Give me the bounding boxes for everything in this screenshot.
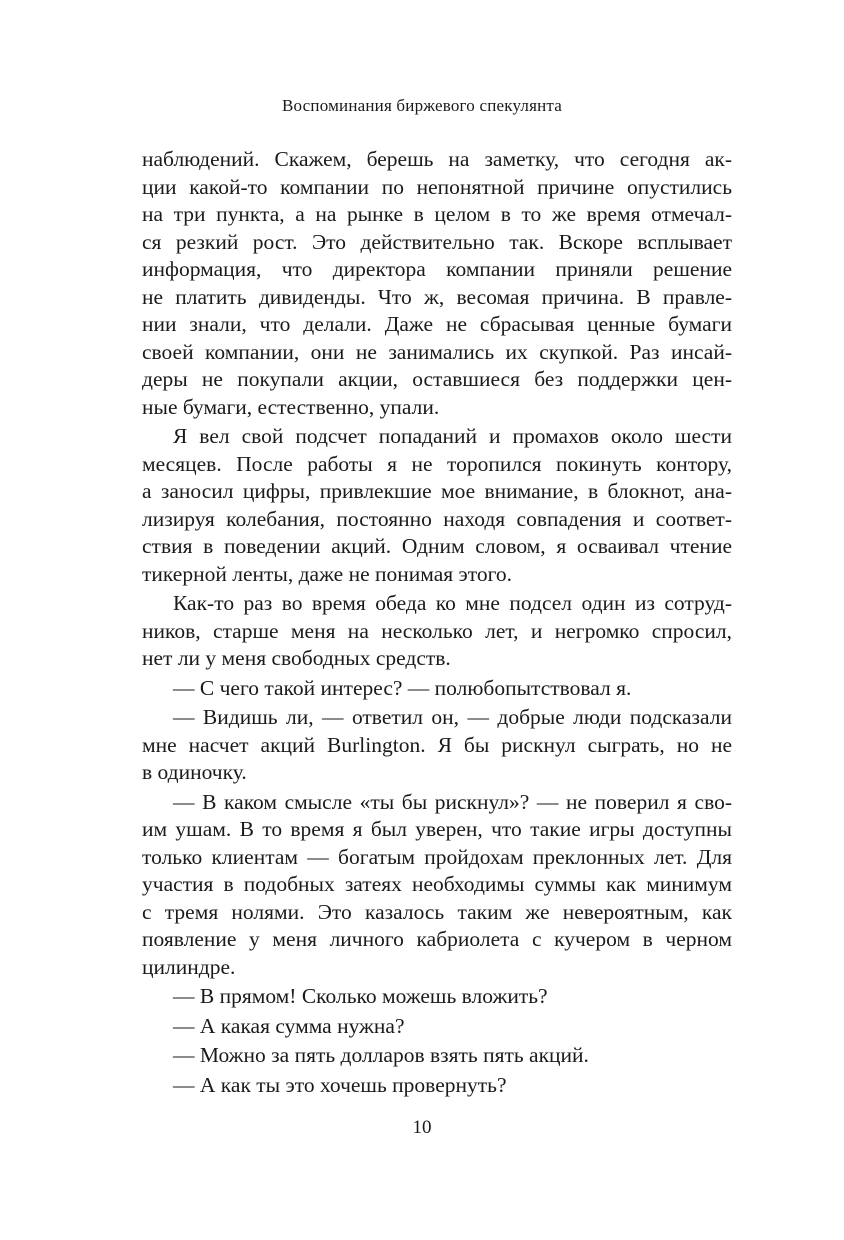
text-line: — В каком смысле «ты бы рискнул»? — не поверил я сво- xyxy=(173,789,732,814)
paragraph xyxy=(142,590,732,673)
text-line: а заносил цифры, привлекшие мое внимание, в блокнот, ана- xyxy=(142,479,732,503)
text-line: нии знали, что делали. Даже не сбрасывая ценные бумаги xyxy=(142,312,732,336)
page-body-text xyxy=(142,146,732,1099)
paragraph xyxy=(142,1042,732,1070)
paragraph xyxy=(142,146,732,421)
text-line: ции какой-то компании по непонятной причине опустились xyxy=(142,174,732,199)
text-line: ствия в поведении акций. Одним словом, я осваивал чтение xyxy=(142,534,732,558)
paragraph xyxy=(142,675,732,703)
text-line: месяцев. После работы я не торопился покинуть контору, xyxy=(142,451,732,476)
text-line: на три пункта, а на рынке в целом в то же время отмечал- xyxy=(142,202,732,226)
paragraph xyxy=(142,704,732,787)
paragraph xyxy=(142,789,732,982)
text-line: только клиентам — богатым пройдохам преклонных лет. Для xyxy=(142,844,732,869)
text-line: тикерной ленты, даже не понимая этого. xyxy=(142,561,513,586)
text-line: своей компании, они не занимались их скупкой. Раз инсай- xyxy=(142,339,732,364)
text-line: — А какая сумма нужна? xyxy=(173,1013,405,1038)
text-line: мне насчет акций Burlington. Я бы рискнул сыграть, но не xyxy=(142,732,732,757)
text-line: ся резкий рост. Это действительно так. Вскоре всплывает xyxy=(142,229,732,254)
text-line: — А как ты это хочешь провернуть? xyxy=(173,1072,507,1097)
paragraph xyxy=(142,1072,732,1100)
text-line: ников, старше меня на несколько лет, и негромко спросил, xyxy=(142,618,732,643)
text-line: появление у меня личного кабриолета с кучером в черном xyxy=(142,927,732,951)
text-line: Как-то раз во время обеда ко мне подсел один из сотруд- xyxy=(173,591,732,615)
paragraph xyxy=(142,1013,732,1041)
paragraph xyxy=(142,983,732,1011)
text-line: информация, что директора компании приняли решение xyxy=(142,257,732,281)
page-number: 10 xyxy=(412,1117,432,1138)
text-line: нет ли у меня свободных средств. xyxy=(142,646,451,670)
text-line: цилиндре. xyxy=(142,954,236,979)
text-line: наблюдений. Скажем, берешь на заметку, что сегодня ак- xyxy=(142,147,732,171)
running-head-title: Воспоминания биржевого спекулянта xyxy=(281,96,562,115)
text-line: — Видишь ли, — ответил он, — добрые люди подсказали xyxy=(173,705,732,729)
text-line: участия в подобных затеях необходимы суммы как минимум xyxy=(142,872,732,896)
text-line: — В прямом! Сколько можешь вложить? xyxy=(173,984,548,1008)
text-line: — Можно за пять долларов взять пять акций. xyxy=(173,1043,589,1067)
text-line: Я вел свой подсчет попаданий и промахов около шести xyxy=(173,424,732,448)
text-line: — С чего такой интерес? — полюбопытствовал я. xyxy=(173,675,632,700)
paragraph xyxy=(142,423,732,588)
text-line: им ушам. В то время я был уверен, что такие игры доступны xyxy=(142,817,732,841)
text-line: с тремя нолями. Это казалось таким же невероятным, как xyxy=(142,899,732,924)
text-line: лизируя колебания, постоянно находя совпадения и соответ- xyxy=(142,506,732,531)
text-line: в одиночку. xyxy=(142,760,247,784)
text-line: ные бумаги, естественно, упали. xyxy=(142,394,440,419)
text-line: деры не покупали акции, оставшиеся без поддержки цен- xyxy=(142,367,732,391)
text-line: не платить дивиденды. Что ж, весомая причина. В правле- xyxy=(142,284,732,309)
